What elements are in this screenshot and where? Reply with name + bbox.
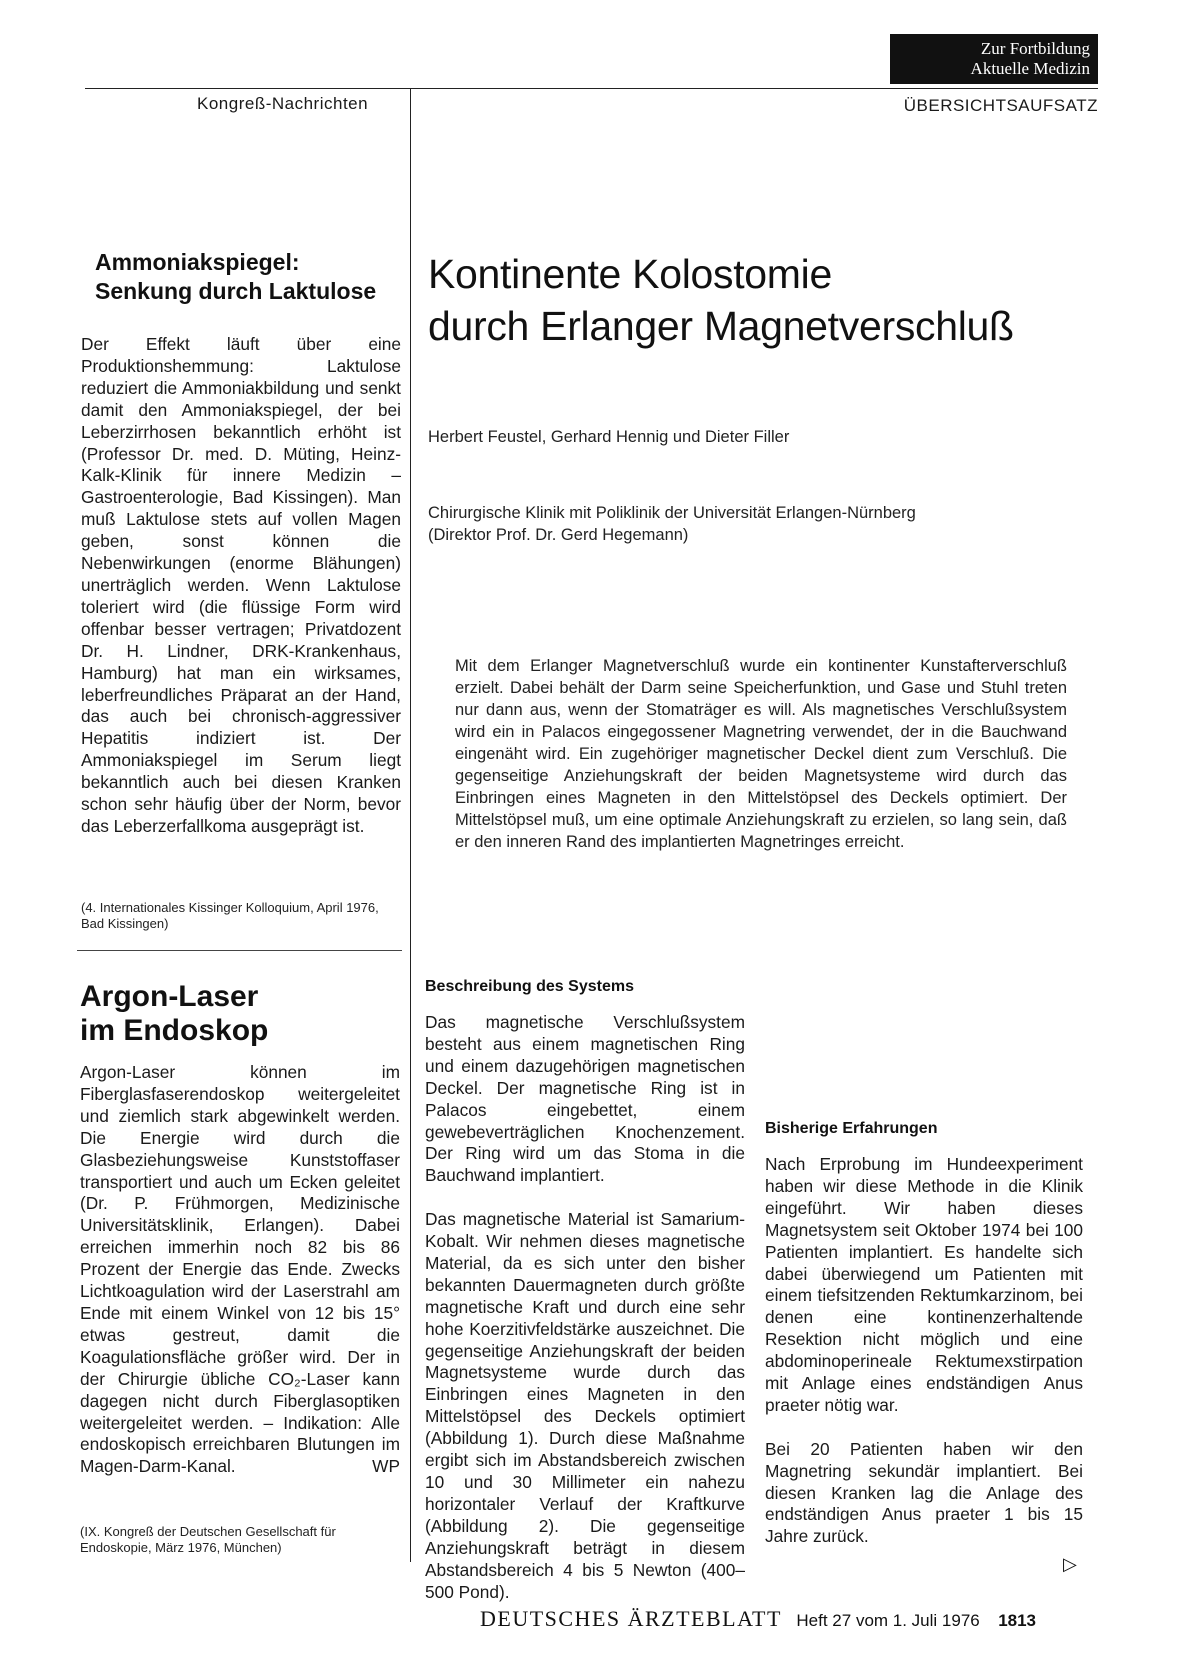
- badge-line-2: Aktuelle Medizin: [970, 59, 1090, 78]
- article-col2: [765, 1120, 1083, 1548]
- section-heading-beschreibung: Beschreibung des Systems: [425, 978, 634, 995]
- news1-body: Der Effekt läuft über eine Produktionshemmung: Laktulose reduziert die Ammoniakbildung und senkt damit den Ammoniakspiegel, der bei Leberzirrhosen bekanntlich erhöht ist (Professor Dr. med. D. Müting, Heinz-Kalk-Klinik für innere Medizin – Gastroenterologie, Bad Kissingen). Man muß Laktulose stets auf vollen Magen geben, sonst können die Nebenwirkungen (enorme Blähungen) unerträglich werden. Wenn Laktulose toleriert wird (die flüssige Form wird offenbar besser vertragen; Privatdozent Dr. H. Lindner, DRK-Krankenhaus, Hamburg) hat man ein wirksames, leberfreundliches Präparat an der Hand, das auch bei chronisch-aggressiver Hepatitis indiziert ist. Der Ammoniakspiegel im Serum liegt bekanntlich auch bei diesen Kranken schon sehr häufig über der Norm, bevor das Leberzerfallkoma ausgeprägt ist.: [81, 334, 401, 836]
- article-authors: Herbert Feustel, Gerhard Hennig und Dieter Filler: [428, 428, 790, 446]
- news1-heading-line2: Senkung durch Laktulose: [95, 278, 377, 304]
- header-right: ÜBERSICHTSAUFSATZ: [903, 96, 1098, 115]
- news2-body: [80, 1062, 400, 1478]
- news2-heading: [80, 980, 400, 1048]
- sec1-paragraph-2: Das magnetische Material ist Samarium-Kobalt. Wir nehmen dieses magnetische Material, da es sich unter den bisher bekannten Dauermagneten durch größte magnetische Kraft und durch eine sehr hohe Koerzitivfeldstärke auszeichnet. Die gegenseitige Anziehungskraft der beiden Magnetsysteme wurde durch das Einbringen eines Magneten in den Mittelstöpsel des Deckels optimiert (Abbildung 1). Durch diese Maßnahme ergibt sich im Abstandsbereich zwischen 10 und 30 Millimeter ein nahezu horizontaler Verlauf der Kraftkurve (Abbildung 2). Die gegenseitige Anziehungskraft beträgt in diesem Abstandsbereich 4 bis 5 Newton (400–500 Pond).: [425, 1209, 745, 1602]
- section-badge: [890, 34, 1098, 84]
- news2-body-text: Argon-Laser können im Fiberglasfaserendoskop weitergeleitet und ziemlich stark abgewinkelt werden. Die Energie wird durch die Glasbeziehungsweise Kunststoffaser transportiert und auch um Ecken geleitet (Dr. P. Frühmorgen, Medizinische Universitätsklinik, Erlangen). Dabei erreichen immerhin noch 82 bis 86 Prozent der Energie das Ende. Zwecks Lichtkoagulation wird der Laserstrahl am Ende mit einem Winkel von 12 bis 15° etwas gestreut, damit die Koagulationsfläche größer wird. Der in der Chirurgie übliche CO₂-Laser kann dagegen nicht durch Fiberglasoptiken weitergeleitet werden. – Indikation: Alle endoskopisch erreichbaren Blutungen im Magen-Darm-Kanal.: [80, 1062, 400, 1477]
- news1-heading: [95, 248, 405, 306]
- sec2-paragraph-1: Nach Erprobung im Hundeexperiment haben wir diese Methode in die Klinik eingeführt. Wir haben dieses Magnetsystem seit Oktober 1974 bei 100 Patienten implantiert. Es handelte sich dabei überwiegend um Patienten mit einem tiefsitzenden Rektumkarzinom, bei denen eine kontinenzerhaltende Resektion nicht möglich und eine abdominoperineale Rektumexstirpation mit Anlage eines endständigen Anus praeter nötig war.: [765, 1154, 1083, 1415]
- article-sec2: [765, 1154, 1083, 1548]
- news2-source: (IX. Kongreß der Deutschen Gesellschaft für Endoskopie, März 1976, München): [80, 1524, 336, 1555]
- article-abstract: Mit dem Erlanger Magnetverschluß wurde ein kontinenter Kunstafterverschluß erzielt. Dabei behält der Darm seine Speicherfunktion, und Gase und Stuhl treten nur dann aus, wenn der Stomaträger es will. Als magnetisches Verschlußsystem wird ein in Palacos eingegossener Magnetring verwendet, der in die Bauchwand eingenäht wird. Ein zugehöriger magnetischer Deckel dient zum Verschluß. Die gegenseitige Anziehungskraft der beiden Magnetsysteme wird durch das Einbringen eines Magneten in den Mittelstöpsel des Deckels optimiert. Der Mittelstöpsel muß, um eine optimale Anziehungskraft zu erzielen, so lang sein, daß er den inneren Rand des implantierten Magnetringes erreicht.: [455, 657, 1067, 851]
- affiliation-line1: Chirurgische Klinik mit Poliklinik der Universität Erlangen-Nürnberg: [428, 504, 916, 522]
- badge-line-1: Zur Fortbildung: [980, 39, 1090, 58]
- continue-arrow-icon: ▷: [1063, 1554, 1077, 1574]
- sec2-paragraph-2: Bei 20 Patienten haben wir den Magnetring sekundär implantiert. Bei diesen Kranken lag die Anlage des endständigen Anus praeter 1 bis 15 Jahre zurück.: [765, 1438, 1083, 1547]
- page-footer: [480, 1606, 1036, 1632]
- news2-heading-line1: Argon-Laser: [80, 980, 259, 1013]
- news2-signature: WP: [372, 1456, 400, 1477]
- page-number: 1813: [998, 1611, 1037, 1630]
- news1-heading-line1: Ammoniakspiegel:: [95, 249, 300, 275]
- article-col1: [425, 978, 745, 1603]
- header-rule: [85, 88, 1098, 89]
- news-separator: [77, 950, 402, 951]
- article-title: [428, 248, 1098, 352]
- news2-heading-line2: im Endoskop: [80, 1014, 269, 1047]
- issue-info: Heft 27 vom 1. Juli 1976: [796, 1611, 980, 1630]
- sec1-paragraph-1: Das magnetische Verschlußsystem besteht aus einem magnetischen Ring und einem dazugehörigen magnetischen Deckel. Der magnetische Ring ist in Palacos eingebettet, einem gewebeverträglichen Knochenzement. Der Ring wird um das Stoma in die Bauchwand implantiert.: [425, 1012, 745, 1186]
- news1-source: (4. Internationales Kissinger Kolloquium, April 1976, Bad Kissingen): [81, 900, 379, 931]
- column-divider: [410, 89, 411, 1562]
- article-title-line1: Kontinente Kolostomie: [428, 251, 832, 297]
- section-heading-erfahrungen: Bisherige Erfahrungen: [765, 1120, 938, 1137]
- affiliation-line2: (Direktor Prof. Dr. Gerd Hegemann): [428, 526, 689, 544]
- article-affiliation: [428, 502, 1098, 546]
- journal-name: DEUTSCHES ÄRZTEBLATT: [480, 1606, 782, 1631]
- header-left: Kongreß-Nachrichten: [197, 94, 369, 113]
- article-title-line2: durch Erlanger Magnetverschluß: [428, 303, 1014, 349]
- article-sec1: [425, 1012, 745, 1603]
